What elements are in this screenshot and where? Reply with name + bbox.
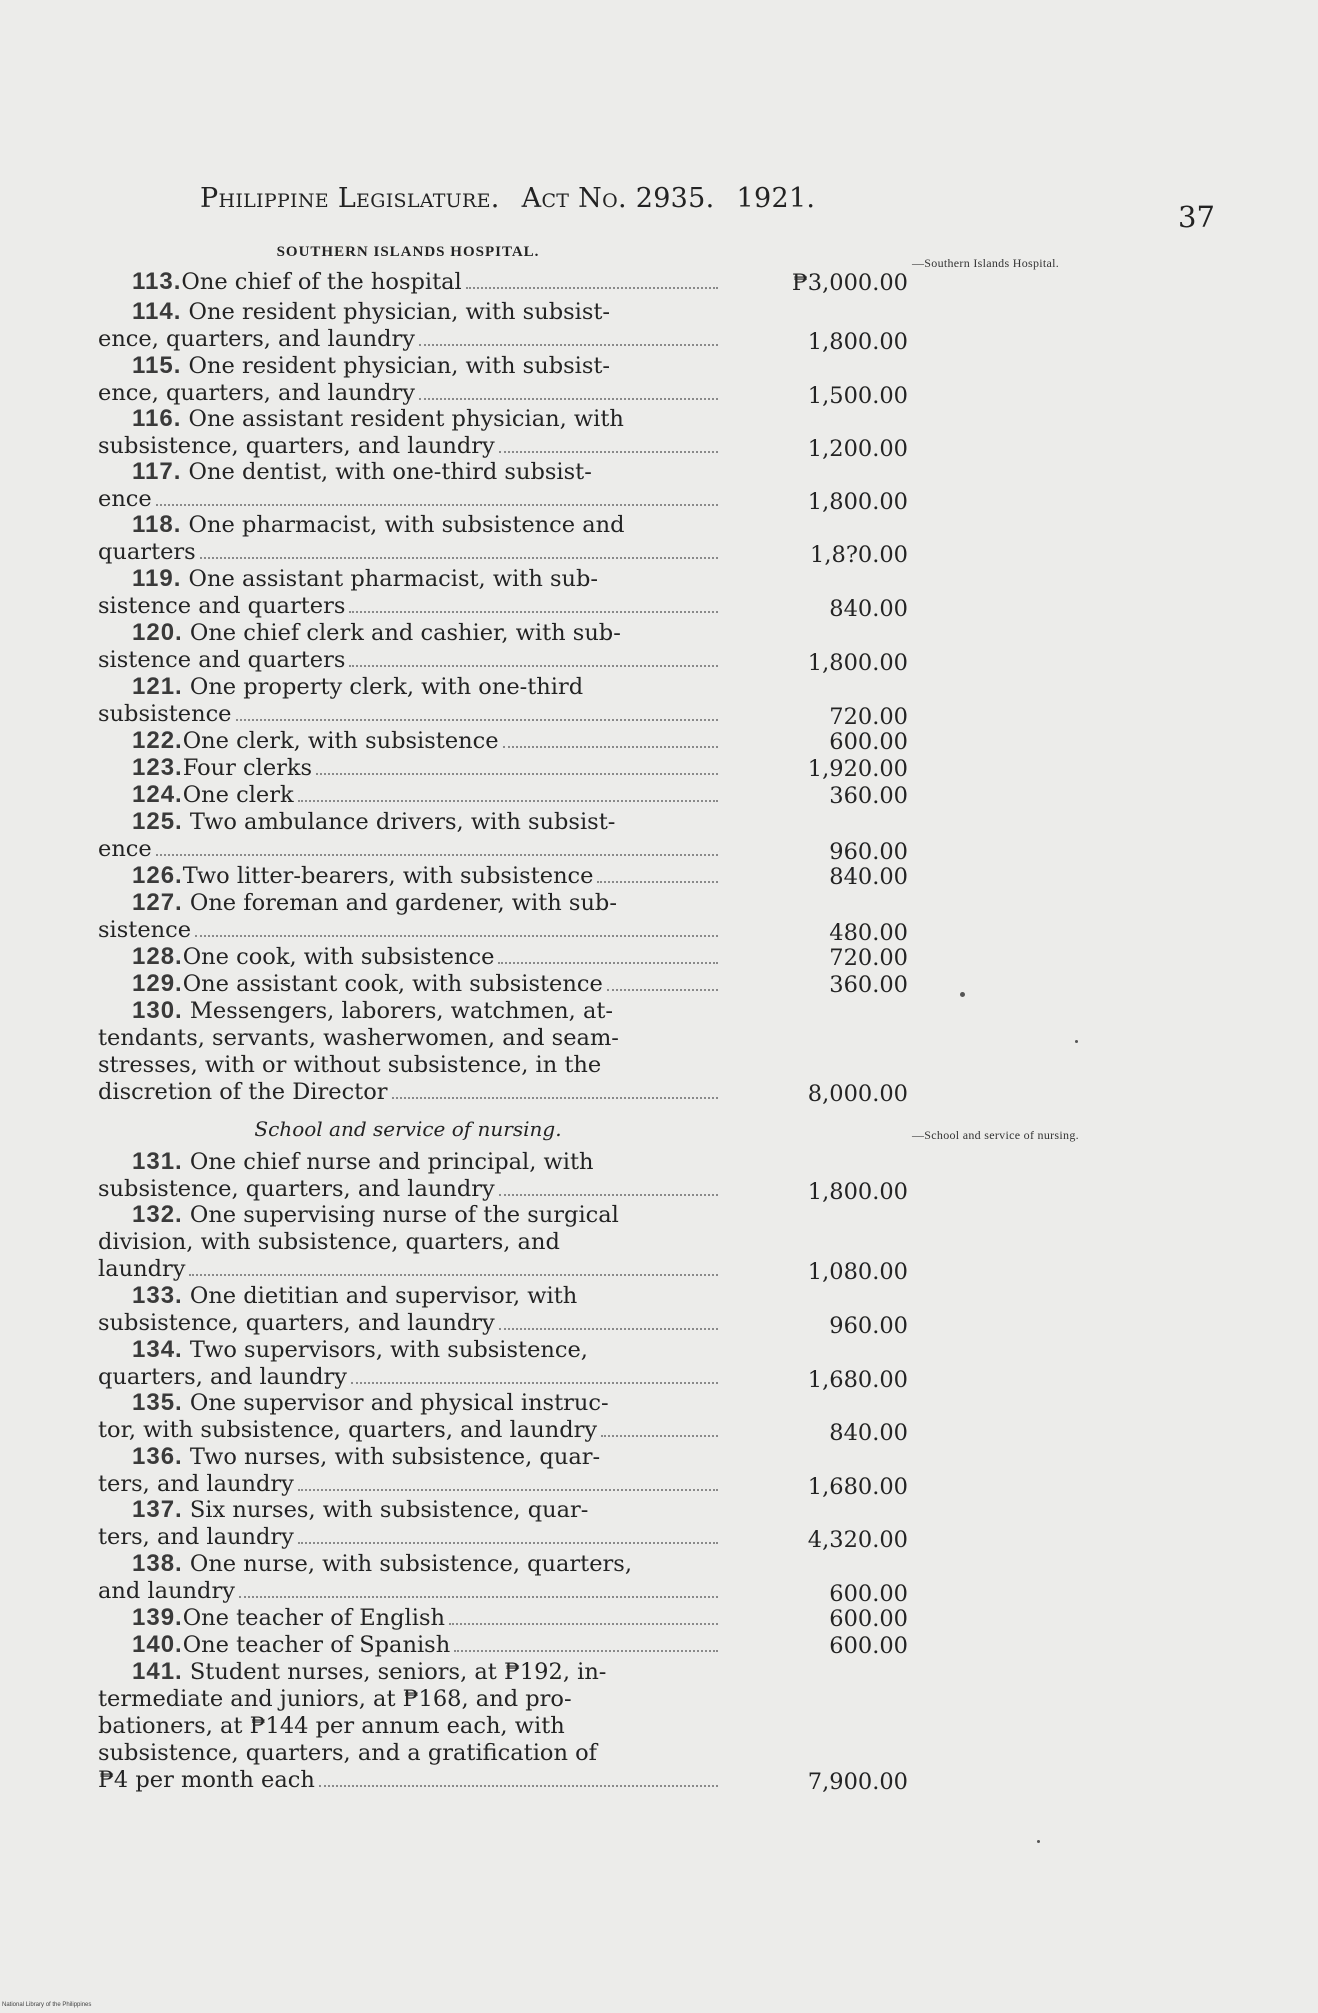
scan-speck xyxy=(1037,1840,1040,1843)
item-130 xyxy=(98,997,720,1106)
item-amount: 7,900.00 xyxy=(807,1769,908,1796)
dot-leader xyxy=(466,287,718,289)
item-number: 116. xyxy=(132,405,182,432)
item-amount: 1,680.00 xyxy=(807,1473,908,1500)
item-number: 132. xyxy=(132,1201,183,1228)
item-text: Four clerks xyxy=(182,755,313,781)
item-text: One dietitian and supervisor, with xyxy=(182,1283,578,1309)
dot-leader xyxy=(597,881,718,883)
item-117 xyxy=(98,458,720,513)
header-year: 1921. xyxy=(736,183,816,214)
item-text: One property clerk, with one-third xyxy=(182,674,584,700)
item-text: One chief of the hospital xyxy=(181,269,462,295)
item-127 xyxy=(98,889,720,944)
item-text: One supervisor and physical instruc- xyxy=(182,1390,609,1416)
item-text: ence xyxy=(98,486,152,512)
dot-leader xyxy=(392,1097,718,1099)
item-amount: 600.00 xyxy=(829,729,908,755)
item-number: 123. xyxy=(132,754,183,781)
item-amount: 1,8?0.00 xyxy=(810,541,908,568)
item-number: 120. xyxy=(132,619,183,646)
item-text: One clerk, with subsistence xyxy=(182,728,499,754)
item-amount: 1,800.00 xyxy=(807,649,908,676)
dot-leader xyxy=(298,800,718,802)
item-amount: 480.00 xyxy=(829,919,908,946)
item-text: stresses, with or without subsistence, in the xyxy=(98,1052,602,1078)
item-text: One chief nurse and principal, with xyxy=(182,1149,594,1175)
item-number: 121. xyxy=(132,673,183,700)
item-number: 127. xyxy=(132,889,183,916)
item-text: sistence and quarters xyxy=(98,647,346,673)
item-text: Two ambulance drivers, with subsist- xyxy=(182,809,616,835)
dot-leader xyxy=(236,719,719,721)
item-amount: 1,500.00 xyxy=(807,382,908,409)
item-amount: 8,000.00 xyxy=(807,1081,908,1108)
item-text: subsistence, quarters, and laundry xyxy=(98,1310,495,1336)
item-132 xyxy=(98,1201,720,1283)
item-141 xyxy=(98,1658,720,1794)
item-text: One foreman and gardener, with sub- xyxy=(182,890,617,916)
item-text: quarters, and laundry xyxy=(98,1364,347,1390)
item-text: Student nurses, seniors, at ₱192, in- xyxy=(182,1659,607,1685)
item-123 xyxy=(98,754,720,782)
item-120 xyxy=(98,619,720,674)
item-text: discretion of the Director xyxy=(98,1079,388,1105)
scan-footer: National Library of the Philippines xyxy=(2,2002,92,2008)
dot-leader xyxy=(316,773,718,775)
item-122 xyxy=(98,727,720,755)
item-amount: 360.00 xyxy=(829,972,908,998)
item-amount: 1,800.00 xyxy=(807,488,908,515)
item-text: One resident physician, with subsist- xyxy=(181,299,611,325)
item-amount: 840.00 xyxy=(829,595,908,622)
item-number: 129. xyxy=(132,970,183,997)
page-number: 37 xyxy=(1178,200,1215,234)
item-133 xyxy=(98,1282,720,1337)
item-text: subsistence, quarters, and laundry xyxy=(98,433,495,459)
margin-note-hospital: —Southern Islands Hospital. xyxy=(912,256,1060,270)
dot-leader xyxy=(156,854,718,856)
item-amount: 360.00 xyxy=(829,783,908,809)
item-text: bationers, at ₱144 per annum each, with xyxy=(98,1713,565,1739)
dot-leader xyxy=(195,935,718,937)
dot-leader xyxy=(601,1435,718,1437)
item-text: sistence xyxy=(98,917,192,943)
item-137 xyxy=(98,1496,720,1551)
item-number: 136. xyxy=(132,1443,183,1470)
item-text: One resident physician, with subsist- xyxy=(181,353,611,379)
item-number: 133. xyxy=(132,1282,183,1309)
item-number: 122. xyxy=(132,727,183,754)
item-text: ence, quarters, and laundry xyxy=(98,380,415,406)
item-114 xyxy=(98,298,720,353)
item-text: One pharmacist, with subsistence and xyxy=(181,512,625,538)
item-amount: 1,920.00 xyxy=(807,756,908,782)
item-text: ence, quarters, and laundry xyxy=(98,326,415,352)
item-text: ₱4 per month each xyxy=(98,1767,315,1793)
item-number: 114. xyxy=(132,298,182,325)
dot-leader xyxy=(349,611,718,613)
item-number: 115. xyxy=(132,352,182,379)
item-amount: 960.00 xyxy=(829,1312,908,1339)
item-134 xyxy=(98,1336,720,1391)
item-text: Two litter-bearers, with subsistence xyxy=(182,863,594,889)
dot-leader xyxy=(454,1650,718,1652)
item-text: subsistence, quarters, and a gratification of xyxy=(98,1740,597,1766)
item-text: One dentist, with one-third subsist- xyxy=(181,459,592,485)
item-text: and laundry xyxy=(98,1578,235,1604)
item-126 xyxy=(98,862,720,890)
item-115 xyxy=(98,352,720,407)
item-text: division, with subsistence, quarters, and xyxy=(98,1229,560,1255)
item-number: 119. xyxy=(132,565,182,592)
item-text: One assistant cook, with subsistence xyxy=(182,971,603,997)
dot-leader xyxy=(498,962,718,964)
item-text: subsistence xyxy=(98,701,232,727)
item-number: 138. xyxy=(132,1550,183,1577)
item-text: One cook, with subsistence xyxy=(182,944,495,970)
item-amount: 600.00 xyxy=(829,1606,908,1632)
section-title-hospital: SOUTHERN ISLANDS HOSPITAL. xyxy=(276,244,540,260)
item-131 xyxy=(98,1148,720,1203)
item-amount: 960.00 xyxy=(829,838,908,865)
item-text: quarters xyxy=(98,539,196,565)
item-text: One nurse, with subsistence, quarters, xyxy=(182,1551,632,1577)
item-text: tendants, servants, washerwomen, and seam- xyxy=(98,1025,619,1051)
item-140 xyxy=(98,1631,720,1659)
item-amount: 840.00 xyxy=(829,864,908,890)
dot-leader xyxy=(200,557,718,559)
item-text: One teacher of English xyxy=(182,1605,445,1631)
item-119 xyxy=(98,565,720,620)
item-amount: 1,080.00 xyxy=(807,1258,908,1285)
item-amount: 720.00 xyxy=(829,945,908,971)
item-text: ters, and laundry xyxy=(98,1524,294,1550)
item-text: One supervising nurse of the surgical xyxy=(182,1202,619,1228)
dot-leader xyxy=(607,989,718,991)
item-text: Six nurses, with subsistence, quar- xyxy=(182,1497,589,1523)
item-text: One chief clerk and cashier, with sub- xyxy=(182,620,621,646)
item-number: 126. xyxy=(132,862,183,889)
item-amount: 840.00 xyxy=(829,1419,908,1446)
dot-leader xyxy=(419,344,718,346)
header-title: Philippine Legislature. xyxy=(200,183,500,214)
item-number: 137. xyxy=(132,1496,183,1523)
item-text: Two supervisors, with subsistence, xyxy=(182,1337,588,1363)
dot-leader xyxy=(503,746,718,748)
dot-leader xyxy=(298,1489,718,1491)
item-text: sistence and quarters xyxy=(98,593,346,619)
scan-speck xyxy=(960,992,965,997)
dot-leader xyxy=(189,1274,718,1276)
item-number: 118. xyxy=(132,511,182,538)
section-title-nursing: School and service of nursing. xyxy=(254,1117,562,1141)
item-128 xyxy=(98,943,720,971)
dot-leader xyxy=(419,398,718,400)
dot-leader xyxy=(351,1382,718,1384)
item-number: 113. xyxy=(132,268,182,295)
item-138 xyxy=(98,1550,720,1605)
item-number: 131. xyxy=(132,1148,183,1175)
dot-leader xyxy=(156,504,718,506)
item-text: One clerk xyxy=(182,782,294,808)
item-amount: 600.00 xyxy=(829,1633,908,1659)
item-number: 140. xyxy=(132,1631,183,1658)
scan-speck xyxy=(1075,1040,1078,1043)
dot-leader xyxy=(349,665,718,667)
item-136 xyxy=(98,1443,720,1498)
item-135 xyxy=(98,1389,720,1444)
item-text: One assistant resident physician, with xyxy=(181,406,624,432)
item-text: tor, with subsistence, quarters, and laundry xyxy=(98,1417,598,1443)
item-amount: 720.00 xyxy=(829,703,908,730)
item-number: 124. xyxy=(132,781,183,808)
item-amount: 1,200.00 xyxy=(807,435,908,462)
dot-leader xyxy=(239,1596,718,1598)
item-118 xyxy=(98,511,720,566)
item-124 xyxy=(98,781,720,809)
item-amount: 600.00 xyxy=(829,1580,908,1607)
item-amount: 1,800.00 xyxy=(807,328,908,355)
item-129 xyxy=(98,970,720,998)
item-amount: 4,320.00 xyxy=(807,1526,908,1553)
margin-note-nursing: —School and service of nursing. xyxy=(912,1128,1079,1142)
item-amount: 1,680.00 xyxy=(807,1366,908,1393)
item-number: 128. xyxy=(132,943,183,970)
dot-leader xyxy=(449,1623,718,1625)
header-act: Act No. 2935. xyxy=(521,183,715,214)
item-number: 125. xyxy=(132,808,183,835)
dot-leader xyxy=(319,1785,718,1787)
item-125 xyxy=(98,808,720,863)
item-amount: ₱3,000.00 xyxy=(791,270,908,296)
dot-leader xyxy=(499,1194,718,1196)
item-number: 139. xyxy=(132,1604,183,1631)
item-text: Two nurses, with subsistence, quar- xyxy=(182,1444,601,1470)
running-header xyxy=(200,183,815,214)
item-number: 141. xyxy=(132,1658,183,1685)
item-text: One teacher of Spanish xyxy=(182,1632,451,1658)
item-113 xyxy=(98,268,720,296)
item-text: subsistence, quarters, and laundry xyxy=(98,1176,495,1202)
item-text: ters, and laundry xyxy=(98,1471,294,1497)
dot-leader xyxy=(298,1542,718,1544)
item-number: 134. xyxy=(132,1336,183,1363)
item-amount: 1,800.00 xyxy=(807,1178,908,1205)
item-number: 117. xyxy=(132,458,182,485)
item-text: laundry xyxy=(98,1256,186,1282)
item-text: Messengers, laborers, watchmen, at- xyxy=(182,998,613,1024)
item-121 xyxy=(98,673,720,728)
item-text: termediate and juniors, at ₱168, and pro- xyxy=(98,1686,572,1712)
item-text: ence xyxy=(98,836,152,862)
item-139 xyxy=(98,1604,720,1632)
item-text: One assistant pharmacist, with sub- xyxy=(181,566,599,592)
item-116 xyxy=(98,405,720,460)
item-number: 135. xyxy=(132,1389,183,1416)
dot-leader xyxy=(499,1328,718,1330)
item-number: 130. xyxy=(132,997,183,1024)
dot-leader xyxy=(499,451,718,453)
